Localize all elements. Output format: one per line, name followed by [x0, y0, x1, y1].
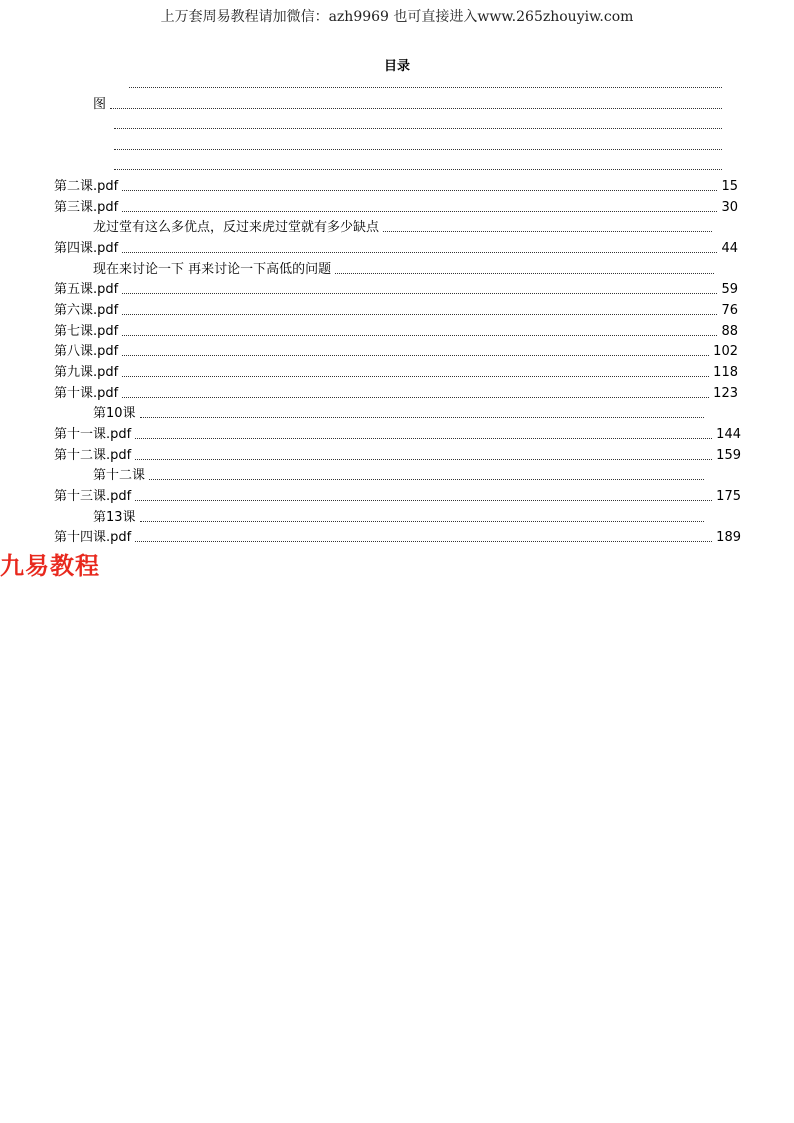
toc-entry-page: 118	[713, 365, 738, 380]
toc-entry[interactable]	[125, 72, 726, 92]
toc-leader-dots	[149, 479, 704, 480]
toc-entry-label: 第十四课.pdf	[54, 530, 132, 545]
toc-leader-dots	[135, 438, 712, 439]
toc-entry[interactable]	[54, 444, 741, 464]
toc-leader-dots	[122, 252, 717, 253]
toc-entry[interactable]	[54, 196, 738, 216]
watermark-logo-text: 九易教程	[0, 552, 100, 580]
toc-leader-dots	[122, 293, 717, 294]
toc-entry-label: 现在来讨论一下 再来讨论一下高低的问题	[93, 262, 332, 277]
toc-leader-dots	[114, 169, 722, 170]
toc-entry[interactable]	[54, 382, 738, 402]
toc-leader-dots	[122, 355, 709, 356]
toc-entry-label: 第七课.pdf	[54, 324, 119, 339]
toc-title: 目录	[383, 59, 410, 74]
toc-leader-dots	[135, 459, 712, 460]
toc-leader-dots	[129, 87, 722, 88]
toc-entry-page: 59	[721, 282, 738, 297]
toc-entry-label: 第四课.pdf	[54, 241, 119, 256]
toc-leader-dots	[122, 376, 709, 377]
toc-entry[interactable]	[54, 175, 738, 195]
toc-entry[interactable]	[54, 340, 738, 360]
toc-entry[interactable]	[54, 361, 738, 381]
toc-entry[interactable]	[54, 526, 741, 546]
toc-leader-dots	[114, 149, 722, 150]
toc-entry[interactable]	[54, 423, 741, 443]
toc-entry[interactable]	[54, 320, 738, 340]
toc-entry[interactable]	[110, 154, 726, 174]
toc-entry[interactable]	[93, 506, 708, 526]
toc-entry-label: 第13课	[93, 510, 136, 525]
toc-entry-page: 189	[716, 530, 741, 545]
toc-entry-label: 第十二课	[93, 468, 146, 483]
toc-entry-page: 144	[716, 427, 741, 442]
toc-leader-dots	[122, 335, 717, 336]
toc-entry-label: 第五课.pdf	[54, 282, 119, 297]
toc-leader-dots	[135, 500, 712, 501]
toc-entry-page: 88	[721, 324, 738, 339]
toc-leader-dots	[140, 521, 704, 522]
toc-leader-dots	[122, 397, 709, 398]
toc-leader-dots	[140, 417, 704, 418]
toc-entry[interactable]	[54, 299, 738, 319]
toc-entry[interactable]	[93, 402, 708, 422]
toc-leader-dots	[335, 273, 714, 274]
toc-entry[interactable]	[54, 237, 738, 257]
toc-entry[interactable]	[93, 93, 726, 113]
toc-entry-page: 15	[721, 179, 738, 194]
toc-entry[interactable]	[93, 464, 708, 484]
toc-leader-dots	[135, 541, 712, 542]
toc-entry[interactable]	[54, 278, 738, 298]
toc-leader-dots	[114, 128, 722, 129]
toc-entry-label: 第10课	[93, 406, 136, 421]
toc-entry-page: 30	[721, 200, 738, 215]
toc-entry-page: 76	[721, 303, 738, 318]
toc-entry-label: 第三课.pdf	[54, 200, 119, 215]
toc-entry-page: 44	[721, 241, 738, 256]
toc-entry[interactable]	[93, 216, 716, 236]
toc-leader-dots	[122, 190, 717, 191]
toc-entry-label: 第十二课.pdf	[54, 448, 132, 463]
toc-leader-dots	[122, 314, 717, 315]
toc-entry[interactable]	[93, 258, 718, 278]
toc-entry-page: 102	[713, 344, 738, 359]
toc-leader-dots	[110, 108, 722, 109]
toc-entry-label: 第十三课.pdf	[54, 489, 132, 504]
toc-entry-label: 第六课.pdf	[54, 303, 119, 318]
toc-entry-label: 第十课.pdf	[54, 386, 119, 401]
toc-entry-label: 第十一课.pdf	[54, 427, 132, 442]
toc-entry[interactable]	[54, 485, 741, 505]
toc-entry-label: 龙过堂有这么多优点，反过来虎过堂就有多少缺点	[93, 220, 380, 235]
toc-entry-page: 123	[713, 386, 738, 401]
toc-entry-label: 图	[93, 97, 107, 112]
page-header-text: 上万套周易教程请加微信：azh9969 也可直接进入www.265zhouyiw.com	[160, 9, 634, 25]
toc-entry-page: 175	[716, 489, 741, 504]
toc-entry-label: 第八课.pdf	[54, 344, 119, 359]
toc-entry-label: 第二课.pdf	[54, 179, 119, 194]
toc-entry[interactable]	[110, 134, 726, 154]
toc-entry-page: 159	[716, 448, 741, 463]
toc-entry[interactable]	[110, 113, 726, 133]
toc-entry-label: 第九课.pdf	[54, 365, 119, 380]
toc-leader-dots	[383, 231, 712, 232]
toc-leader-dots	[122, 211, 717, 212]
